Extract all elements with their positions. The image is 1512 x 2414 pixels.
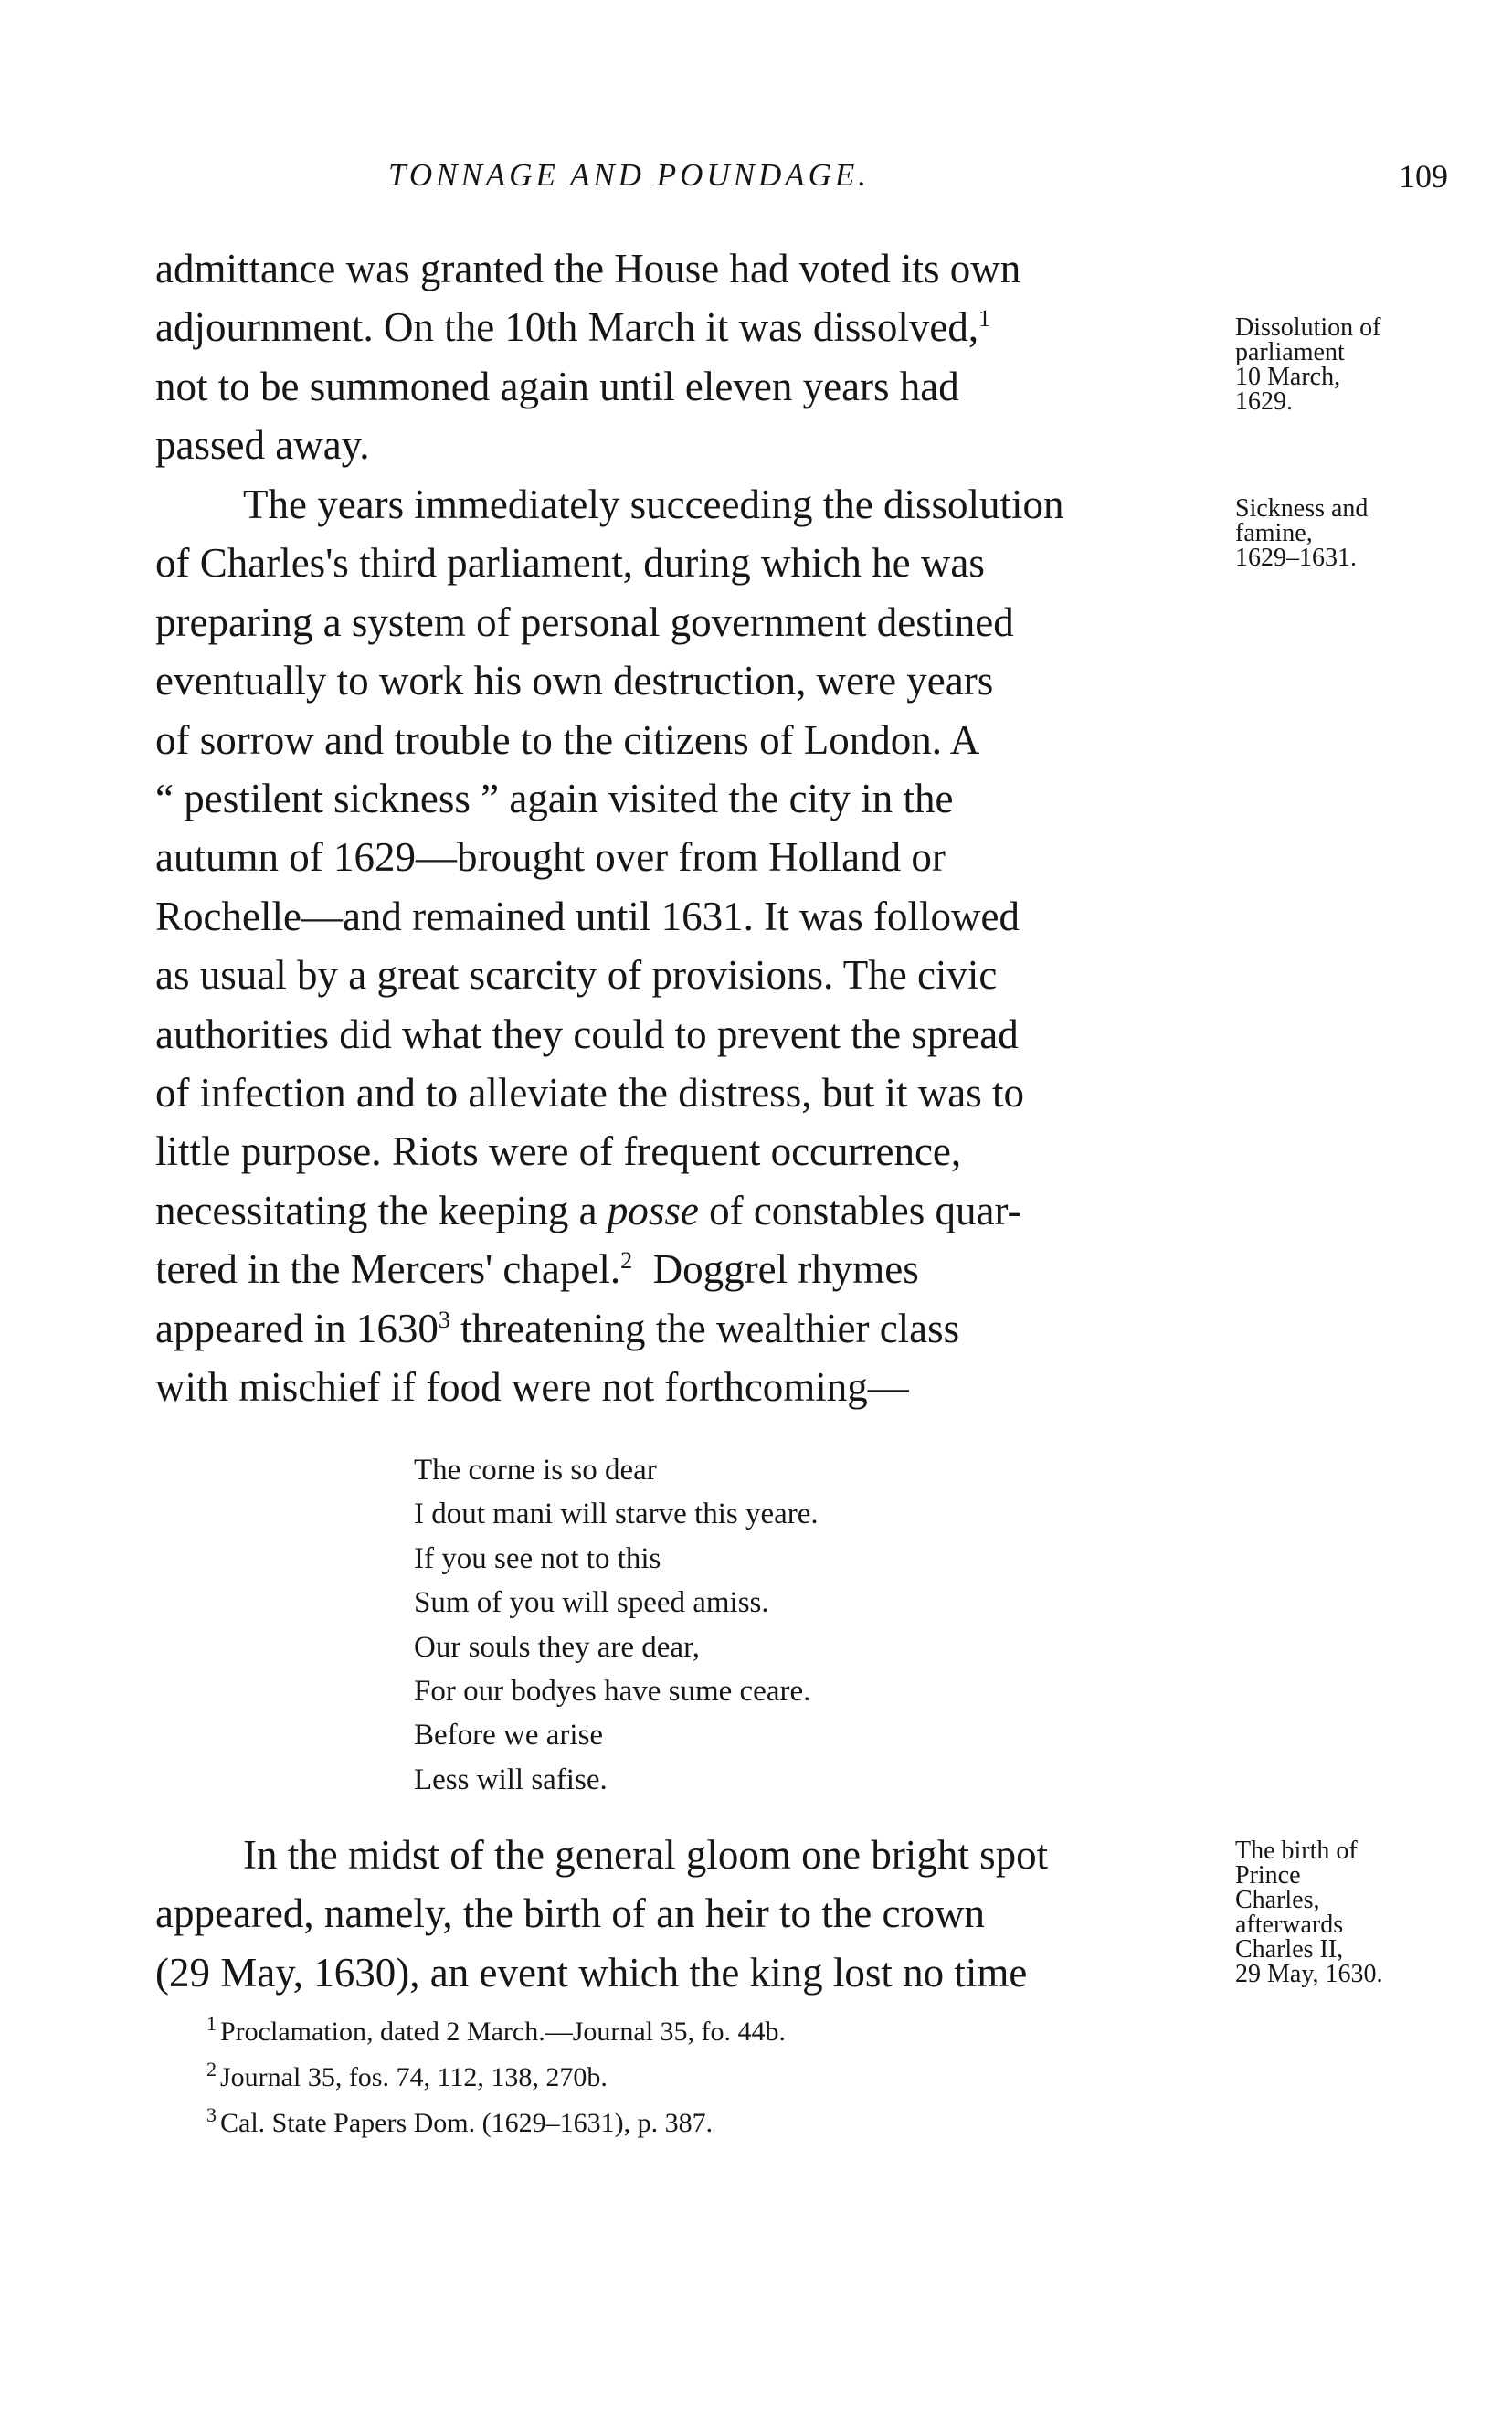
text-line: as usual by a great scarcity of provisions. The civic: [155, 952, 998, 999]
sidenote-line: Dissolution of: [1235, 313, 1381, 342]
text-line: “ pestilent sickness ” again visited the city in the: [155, 776, 954, 822]
text-line: passed away.: [155, 422, 370, 469]
sidenote-line: 1629.: [1235, 387, 1293, 416]
text-line: The years immediately succeeding the dissolution: [243, 482, 1064, 527]
text-line: eventually to work his own destruction, were years: [155, 658, 994, 704]
paragraph-3: [155, 1826, 1206, 2002]
sidenote-line: 29 May, 1630.: [1235, 1960, 1383, 1988]
text-line: authorities did what they could to prevent the spread: [155, 1011, 1019, 1057]
sidenote-line: Sickness and: [1235, 494, 1369, 523]
text-line: appeared in 1630$^3$ threatening the wealthier class: [155, 1305, 960, 1351]
verse-line: Our souls they are dear,: [414, 1630, 700, 1664]
footnote: [206, 2101, 786, 2146]
verse-line: Less will safise.: [414, 1763, 608, 1796]
verse-line: I dout mani will starve this yeare.: [414, 1498, 819, 1531]
footnote-ref: 1: [978, 305, 991, 333]
text-line: tered in the Mercers' chapel.$^2$ Doggrel rhymes: [155, 1246, 919, 1293]
text-line: appeared, namely, the birth of an heir to the crown: [155, 1890, 985, 1937]
text-line: (29 May, 1630), an event which the king lost no time: [155, 1949, 1028, 1996]
paragraph-1: [155, 239, 1206, 475]
text-line: of sorrow and trouble to the citizens of London. A: [155, 716, 980, 763]
running-title: TONNAGE AND POUNDAGE.: [388, 157, 871, 193]
footnote: [206, 2055, 786, 2101]
sidenote-line: 10 March,: [1235, 363, 1341, 391]
sidenote-line: 1629–1631.: [1235, 544, 1357, 572]
text-line: of Charles's third parliament, during which he was: [155, 540, 985, 587]
page-number: 109: [1399, 158, 1448, 195]
paragraph-2: [155, 475, 1206, 1417]
italic-word: posse: [607, 1187, 699, 1233]
sidenote-birth: [1235, 1838, 1454, 1986]
sidenote-line: famine,: [1235, 519, 1313, 547]
text-line: necessitating the keeping a posse of constables quar-: [155, 1187, 1021, 1233]
text-line: Rochelle—and remained until 1631. It was followed: [155, 893, 1020, 939]
sidenote-line: afterwards: [1235, 1911, 1344, 1939]
sidenote-line: Charles II,: [1235, 1935, 1344, 1964]
verse-line: The corne is so dear: [414, 1454, 657, 1487]
footnote-ref: 3: [438, 1306, 450, 1333]
footnote-mark: 1: [206, 2012, 217, 2035]
sidenote-line: Prince: [1235, 1861, 1301, 1890]
footnote-mark: 2: [206, 2058, 217, 2080]
text-line: of infection and to alleviate the distress, but it was to: [155, 1070, 1025, 1117]
text-line: with mischief if food were not forthcoming—: [155, 1364, 909, 1411]
footnote-text: Cal. State Papers Dom. (1629–1631), p. 387.: [220, 2108, 714, 2138]
footnote-mark: 3: [206, 2103, 217, 2126]
footnote: [206, 2009, 786, 2055]
text-line: autumn of 1629—brought over from Holland or: [155, 834, 946, 881]
sidenote-line: parliament: [1235, 338, 1345, 366]
page-header: [155, 157, 1448, 208]
footnote-ref: 2: [620, 1247, 633, 1275]
text-line: preparing a system of personal government destined: [155, 598, 1014, 645]
footnote-text: Journal 35, fos. 74, 112, 138, 270b.: [220, 2062, 608, 2092]
text-line: admittance was granted the House had voted its own: [155, 246, 1021, 291]
sidenote-line: The birth of: [1235, 1837, 1358, 1865]
text-line: adjournment. On the 10th March it was dissolved,$^1$: [155, 304, 991, 351]
footnotes: [206, 2009, 786, 2146]
verse-line: If you see not to this: [414, 1541, 661, 1575]
verse-line: Before we arise: [414, 1719, 604, 1752]
verse-line: For our bodyes have sume ceare.: [414, 1675, 811, 1709]
sidenote-line: Charles,: [1235, 1886, 1320, 1914]
sidenote-sickness: [1235, 496, 1454, 570]
text-line: not to be summoned again until eleven years had: [155, 363, 959, 409]
verse-block: [414, 1448, 819, 1802]
verse-line: Sum of you will speed amiss.: [414, 1586, 769, 1620]
sidenote-dissolution: [1235, 315, 1454, 414]
text-line: In the midst of the general gloom one bright spot: [243, 1832, 1049, 1878]
text-line: little purpose. Riots were of frequent occurrence,: [155, 1128, 962, 1175]
footnote-text: Proclamation, dated 2 March.—Journal 35, fo. 44b.: [220, 2017, 787, 2047]
